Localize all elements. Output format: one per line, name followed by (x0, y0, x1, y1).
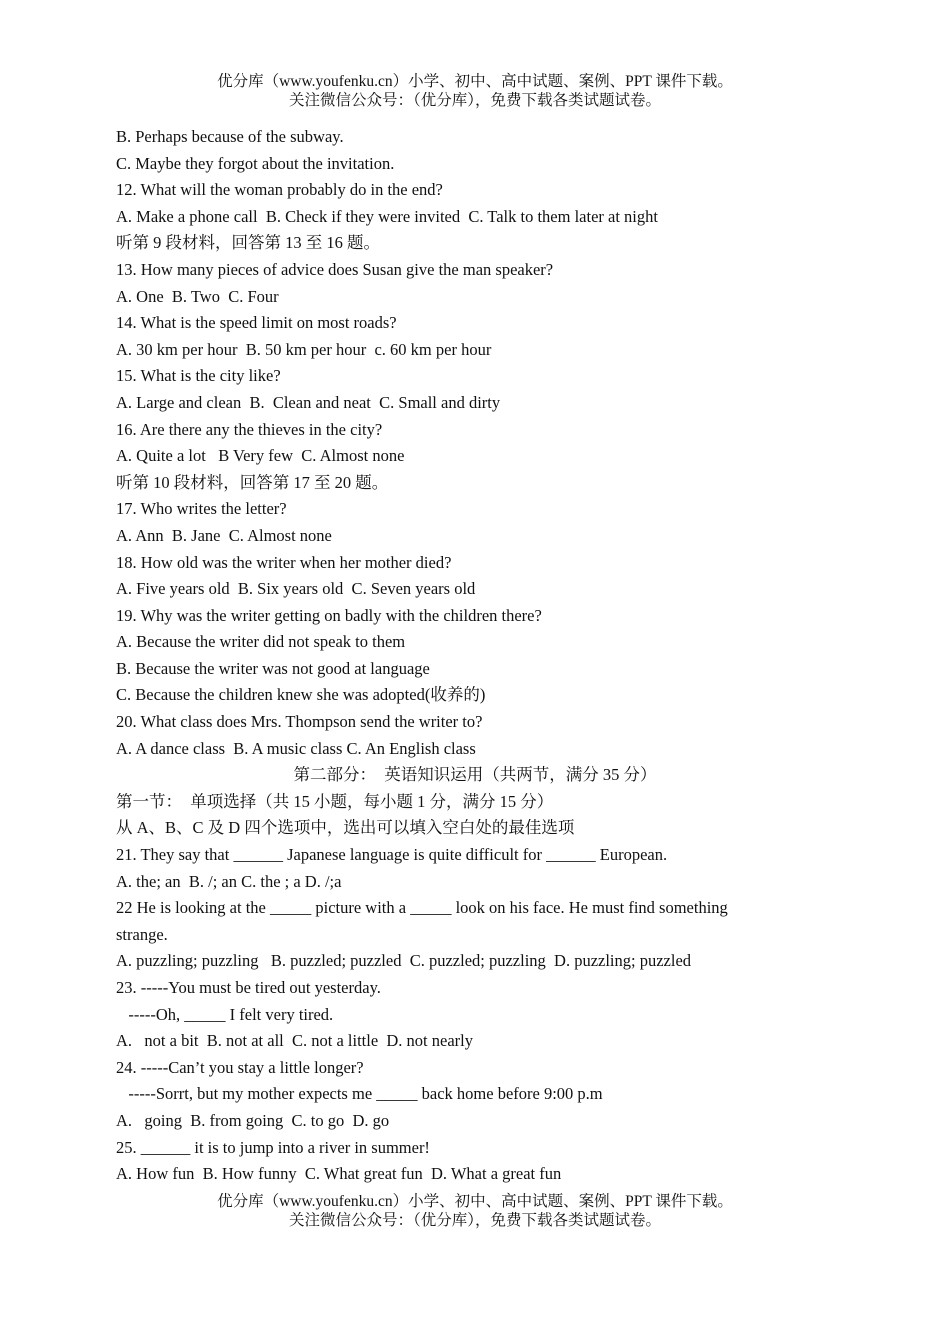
text-line: C. Because the children knew she was adopted(收养的) (116, 685, 486, 705)
text-line: 14. What is the speed limit on most roads? (116, 313, 397, 333)
text-line: 24. -----Can’t you stay a little longer? (116, 1057, 364, 1077)
text-line: 19. Why was the writer getting on badly with the children there? (116, 605, 542, 625)
text-line: A. puzzling; puzzling B. puzzled; puzzled C. puzzled; puzzling D. puzzling; puzzled (116, 951, 692, 971)
text-line: 20. What class does Mrs. Thompson send the writer to? (116, 712, 483, 732)
text-line: A. going B. from going C. to go D. go (116, 1110, 390, 1130)
text-line: A. Because the writer did not speak to them (116, 632, 406, 652)
document-body (116, 124, 834, 1188)
text-line: 17. Who writes the letter? (116, 499, 287, 519)
text-line: A. How fun B. How funny C. What great fun D. What a great fun (116, 1164, 562, 1184)
text-line: A. A dance class B. A music class C. An English class (116, 738, 476, 758)
text-line: 15. What is the city like? (116, 366, 281, 386)
text-line: 第二部分： 英语知识运用（共两节，满分 35 分） (293, 765, 657, 785)
footer-line-1: 优分库（www.youfenku.cn）小学、初中、高中试题、案例、PPT 课件下载。 (217, 1193, 733, 1210)
text-line: 21. They say that ______ Japanese language is quite difficult for ______ European. (116, 845, 668, 865)
text-line: A. Large and clean B. Clean and neat C. Small and dirty (116, 392, 501, 412)
text-line: -----Sorrt, but my mother expects me _____ back home before 9:00 p.m (116, 1084, 603, 1104)
text-line: 13. How many pieces of advice does Susan give the man speaker? (116, 259, 554, 279)
text-line: A. 30 km per hour B. 50 km per hour c. 60 km per hour (116, 339, 492, 359)
text-line: 从 A、B、C 及 D 四个选项中，选出可以填入空白处的最佳选项 (116, 818, 575, 838)
page-footer (0, 1192, 950, 1230)
text-line: 16. Are there any the thieves in the city? (116, 419, 383, 439)
text-line: A. One B. Two C. Four (116, 286, 279, 306)
header-line-2: 关注微信公众号：（优分库），免费下载各类试题试卷。 (288, 92, 661, 109)
text-line: 22 He is looking at the _____ picture with a _____ look on his face. He must find something (116, 898, 728, 918)
text-line: A. Make a phone call B. Check if they were invited C. Talk to them later at night (116, 206, 658, 226)
footer-line-2: 关注微信公众号：（优分库），免费下载各类试题试卷。 (288, 1212, 661, 1229)
text-line: A. not a bit B. not at all C. not a little D. not nearly (116, 1031, 473, 1051)
header-line-1: 优分库（www.youfenku.cn）小学、初中、高中试题、案例、PPT 课件下载。 (217, 73, 733, 90)
text-line: 23. -----You must be tired out yesterday. (116, 978, 381, 997)
page-header (0, 72, 950, 110)
text-line: C. Maybe they forgot about the invitation. (116, 153, 395, 173)
text-line: 18. How old was the writer when her mother died? (116, 552, 452, 572)
text-line: A. the; an B. /; an C. the ; a D. /;a (116, 871, 342, 891)
text-line: A. Five years old B. Six years old C. Seven years old (116, 579, 476, 599)
text-line: 12. What will the woman probably do in the end? (116, 180, 443, 200)
text-line: B. Because the writer was not good at language (116, 658, 430, 678)
text-line: -----Oh, _____ I felt very tired. (116, 1004, 334, 1024)
text-line: 25. ______ it is to jump into a river in summer! (116, 1137, 430, 1157)
text-line: strange. (116, 924, 168, 944)
text-line: A. Ann B. Jane C. Almost none (116, 525, 332, 545)
text-line: 听第 9 段材料，回答第 13 至 16 题。 (116, 233, 380, 253)
text-line: 第一节： 单项选择（共 15 小题，每小题 1 分，满分 15 分） (116, 791, 554, 811)
text-line: A. Quite a lot B Very few C. Almost none (116, 446, 405, 466)
text-line: 听第 10 段材料，回答第 17 至 20 题。 (116, 472, 389, 492)
text-line: B. Perhaps because of the subway. (116, 127, 344, 146)
